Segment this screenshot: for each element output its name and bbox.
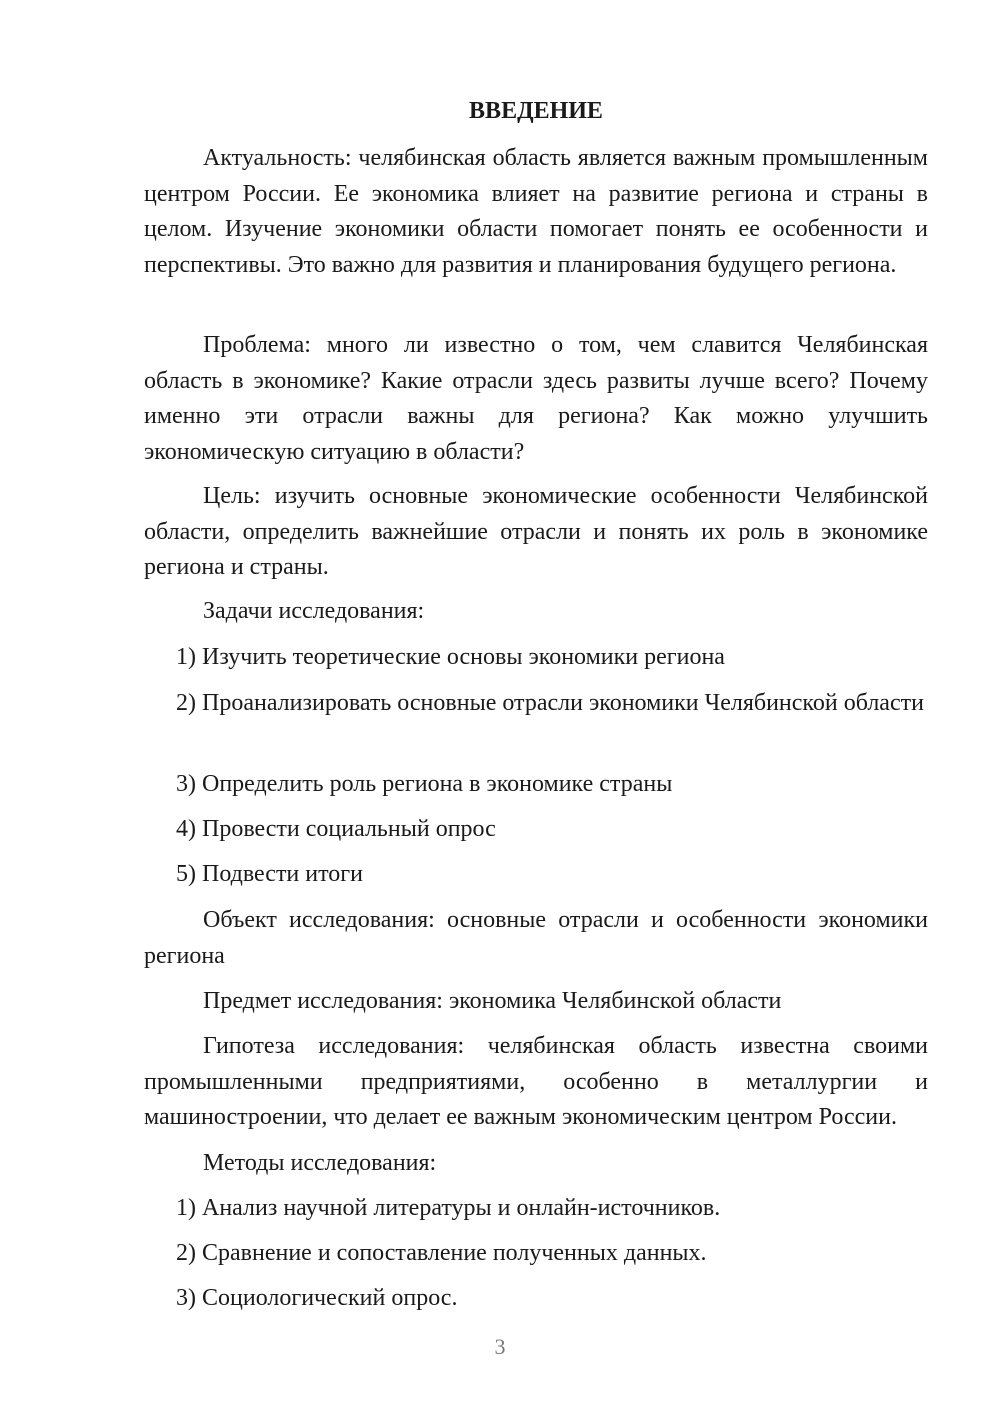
paragraph-goal: Цель: изучить основные экономические особенности Челябинской области, определить важнейшие отрасли и понять их роль в экономике региона и страны. — [144, 483, 928, 580]
page-number: 3 — [494, 1334, 506, 1359]
list-item: 1) Анализ научной литературы и онлайн-источников. — [176, 1195, 721, 1221]
list-item: 4) Провести социальный опрос — [176, 816, 496, 842]
paragraph-subject: Предмет исследования: экономика Челябинской области — [203, 988, 782, 1014]
list-item: 3) Социологический опрос. — [176, 1285, 458, 1311]
paragraph-hypothesis: Гипотеза исследования: челябинская область известна своими промышленными предприятиями, особенно в металлургии и машиностроении, что делает ее важным экономическим центром России. — [144, 1033, 928, 1130]
paragraph-object: Объект исследования: основные отрасли и особенности экономики региона — [144, 907, 928, 969]
list-item: 3) Определить роль региона в экономике страны — [176, 771, 673, 797]
list-item: 2) Проанализировать основные отрасли экономики Челябинской области — [176, 690, 924, 716]
paragraph-relevance: Актуальность: челябинская область является важным промышленным центром России. Ее экономика влияет на развитие региона и страны в целом. Изучение экономики области помогает понять ее особенности и перспективы. Это важно для развития и планирования будущего региона. — [144, 145, 928, 278]
paragraph-problem: Проблема: много ли известно о том, чем славится Челябинская область в экономике? Какие отрасли здесь развиты лучше всего? Почему именно эти отрасли важны для региона? Как можно улучшить экономическую ситуацию в области? — [144, 332, 928, 465]
page-title: ВВЕДЕНИЕ — [469, 98, 603, 124]
paragraph-methods-heading: Методы исследования: — [203, 1150, 437, 1176]
list-item: 5) Подвести итоги — [176, 861, 363, 887]
paragraph-tasks-heading: Задачи исследования: — [203, 598, 425, 624]
list-item: 1) Изучить теоретические основы экономики региона — [176, 644, 725, 670]
list-item: 2) Сравнение и сопоставление полученных данных. — [176, 1240, 707, 1266]
